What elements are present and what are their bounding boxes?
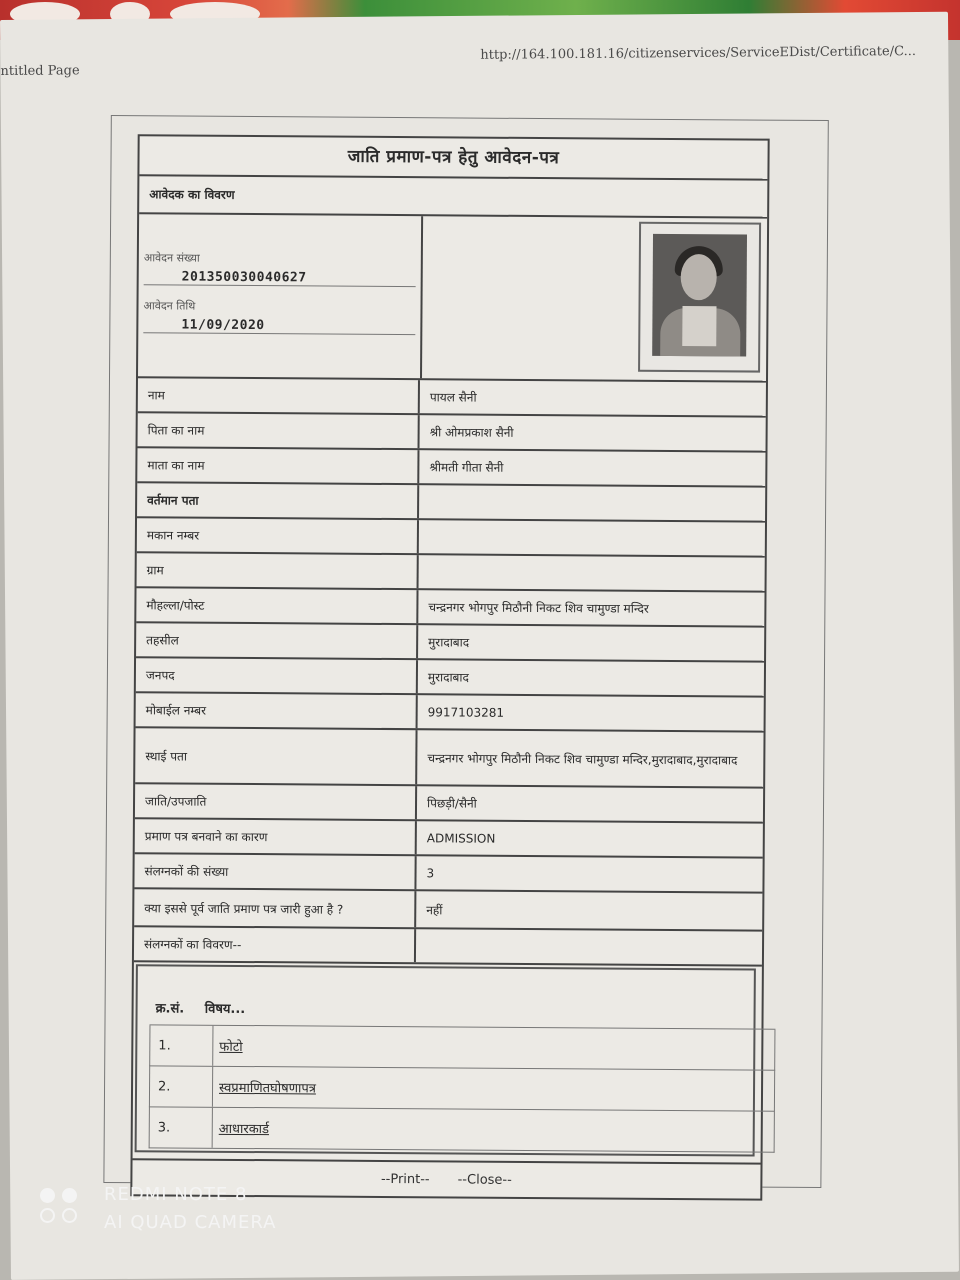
details-table	[134, 378, 766, 966]
page-title: ntitled Page	[0, 63, 80, 79]
attachments-section	[133, 962, 762, 1162]
detail-value: पिछड़ी/सैनी	[426, 796, 477, 811]
detail-row	[137, 483, 765, 522]
detail-value: चन्द्रनगर भोगपुर मिठौनी निकट शिव चामुण्डा मन्दिर	[428, 600, 649, 616]
detail-value	[416, 929, 762, 964]
detail-row	[138, 413, 766, 452]
application-date-label: आवेदन तिथि	[143, 299, 196, 313]
detail-label: तहसील	[136, 623, 418, 658]
detail-value: नहीं	[426, 902, 443, 917]
application-info	[138, 214, 423, 378]
detail-value: मुरादाबाद	[427, 670, 469, 685]
detail-row	[137, 448, 765, 487]
detail-row	[136, 588, 764, 627]
detail-value: 9917103281	[427, 704, 505, 720]
attachments-box	[135, 964, 756, 1156]
detail-value	[419, 555, 765, 590]
watermark-line-1: REDMI NOTE 8	[104, 1184, 248, 1205]
attachment-number: 3.	[150, 1107, 213, 1147]
camera-logo-icon	[40, 1188, 88, 1228]
detail-label: माता का नाम	[137, 448, 419, 483]
section-applicant-details: आवेदक का विवरण	[139, 176, 767, 218]
close-button[interactable]: --Close--	[457, 1171, 512, 1188]
applicant-photo	[652, 234, 747, 357]
detail-label: जाति/उपजाति	[135, 784, 417, 819]
detail-label: मकान नम्बर	[137, 518, 419, 553]
print-button[interactable]: --Print--	[380, 1171, 430, 1187]
detail-row	[134, 927, 762, 966]
attachment-link-photo[interactable]: फोटो	[219, 1039, 243, 1055]
application-number-label: आवेदन संख्या	[143, 251, 200, 265]
detail-label: मोबाईल नम्बर	[136, 693, 418, 728]
detail-value: श्री ओमप्रकाश सैनी	[429, 425, 514, 440]
detail-label: प्रमाण पत्र बनवाने का कारण	[135, 819, 417, 854]
printed-page	[0, 12, 959, 1280]
detail-row	[138, 378, 766, 417]
photo-cell	[422, 216, 767, 380]
detail-row	[137, 553, 765, 592]
application-date: 11/09/2020	[181, 317, 265, 334]
detail-row	[134, 854, 762, 893]
detail-value	[419, 485, 765, 520]
attachment-row	[149, 1107, 775, 1152]
detail-value: 3	[426, 865, 435, 880]
detail-value: चन्द्रनगर भोगपुर मिठौनी निकट शिव चामुण्डा मन्दिर,मुरादाबाद,मुरादाबाद	[427, 750, 738, 767]
detail-row	[135, 819, 763, 858]
form-container	[103, 115, 828, 1188]
col-serial-header: क्र.सं.	[155, 1001, 185, 1017]
attachment-number: 1.	[150, 1025, 213, 1065]
attachments-header	[156, 998, 262, 1017]
detail-label: जनपद	[136, 658, 418, 693]
application-date-field	[143, 298, 415, 335]
detail-row	[136, 693, 764, 732]
detail-value	[419, 520, 765, 555]
detail-value: ADMISSION	[426, 830, 496, 846]
application-number: 201350030040627	[181, 269, 307, 286]
detail-label: संलग्नकों की संख्या	[134, 854, 416, 889]
detail-row	[135, 728, 763, 788]
detail-row	[134, 889, 762, 931]
attachment-link-self-declaration[interactable]: स्वप्रमाणितघोषणापत्र	[218, 1080, 316, 1097]
detail-row	[136, 623, 764, 662]
application-number-field	[144, 250, 416, 287]
applicant-photo-frame	[638, 222, 761, 373]
attachments-table	[149, 1024, 776, 1152]
detail-label: स्थाई पता	[135, 728, 417, 784]
form-title: जाति प्रमाण-पत्र हेतु आवेदन-पत्र	[139, 136, 767, 180]
detail-row	[137, 518, 765, 557]
detail-label: वर्तमान पता	[137, 483, 419, 518]
detail-row	[135, 784, 763, 823]
detail-label: पिता का नाम	[138, 413, 420, 448]
col-subject-header: विषय...	[204, 1001, 246, 1017]
attachment-row	[149, 1066, 775, 1111]
attachment-number: 2.	[150, 1066, 213, 1106]
detail-label: नाम	[138, 378, 420, 413]
detail-value: पायल सैनी	[429, 390, 477, 405]
application-form	[130, 134, 769, 1200]
watermark-line-2: AI QUAD CAMERA	[104, 1212, 277, 1233]
detail-label: मौहल्ला/पोस्ट	[136, 588, 418, 623]
application-info-block	[138, 214, 767, 382]
detail-value: मुरादाबाद	[428, 635, 470, 650]
page-url: http://164.100.181.16/citizenservices/ServiceEDist/Certificate/C...	[480, 44, 917, 63]
detail-label: संलग्नकों का विवरण--	[134, 927, 416, 962]
detail-label: क्या इससे पूर्व जाति प्रमाण पत्र जारी हुआ है ?	[134, 889, 416, 927]
detail-row	[136, 658, 764, 697]
detail-value: श्रीमती गीता सैनी	[429, 460, 504, 475]
attachment-link-aadhaar[interactable]: आधारकार्ड	[218, 1121, 270, 1138]
attachment-row	[149, 1025, 775, 1070]
detail-label: ग्राम	[137, 553, 419, 588]
